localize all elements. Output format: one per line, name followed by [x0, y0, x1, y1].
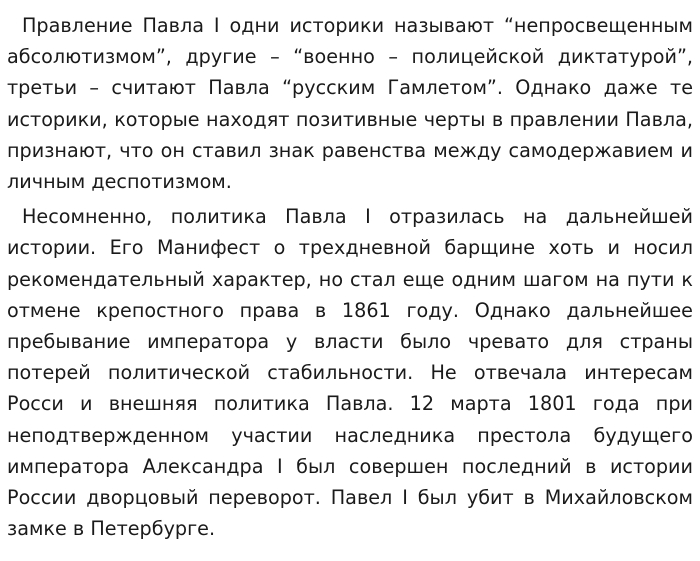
paragraph-2: Несомненно, политика Павла I отразилась на дальнейшей истории. Его Манифест о трехдневной барщине хоть и носил рекомендательный характер, но стал еще одним шагом на пути к отмене крепостного права в 1861 году. Однако дальнейшее пребывание императора у власти было чревато для страны потерей политической стабильности. Не отвечала интересам Росси и внешняя политика Павла. 12 марта 1801 года при неподтвержденном участии наследника престола будущего императора Александра I был совершен последний в истории России дворцовый переворот. Павел I был убит в Михайловском замке в Петербурге.	[7, 205, 693, 541]
paragraph-1: Правление Павла I одни историки называют “непросвещенным абсолютизмом”, другие – “военно – полицейской диктатурой”, третьи – считают Павла “русским Гамлетом”. Однако даже те историки, которые находят позитивные черты в правлении Павла, признают, что он ставил знак равенства между самодержавием и личным деспотизмом.	[7, 14, 693, 194]
document-body	[7, 10, 693, 544]
